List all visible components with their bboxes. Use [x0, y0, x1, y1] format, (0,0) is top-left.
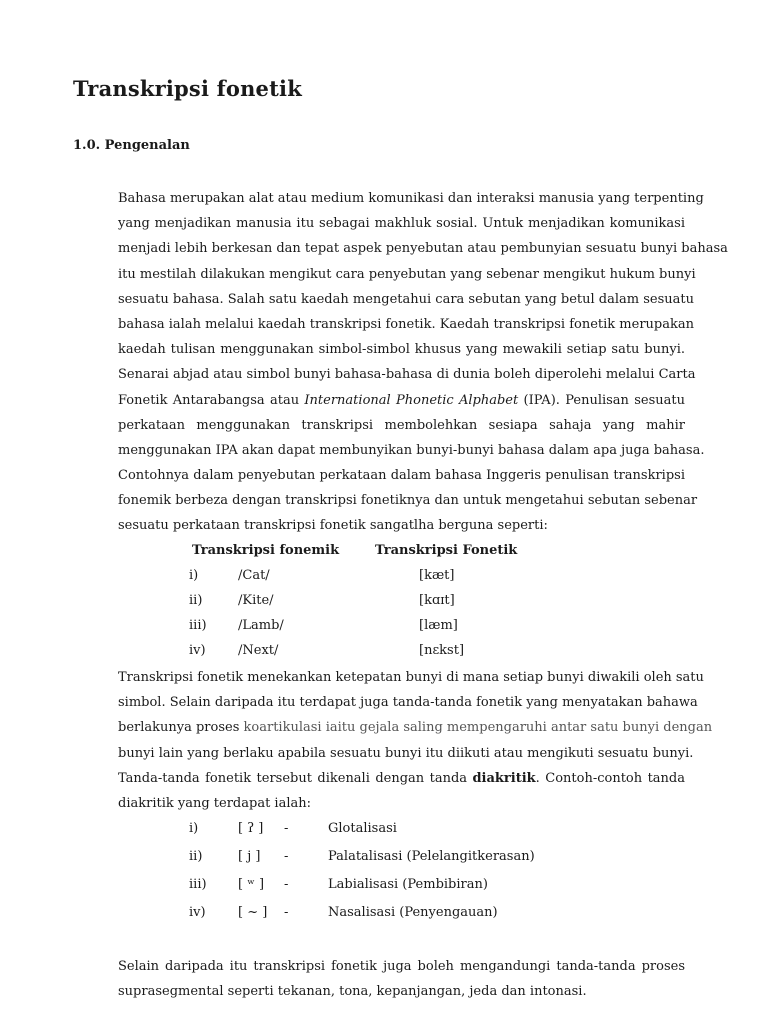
table-cell-fonemik: /Next/: [238, 643, 279, 658]
paragraph-line: sesuatu bahasa. Salah satu kaedah mengetahui cara sebutan yang betul dalam sesuatu: [118, 291, 694, 307]
paragraph-line: itu mestilah dilakukan mengikut cara penyebutan yang sebenar mengikut hukum bunyi: [118, 266, 696, 282]
section-heading: 1.0. Pengenalan: [73, 138, 190, 153]
paragraph-line: sesuatu perkataan transkripsi fonetik sangatlha berguna seperti:: [118, 518, 548, 534]
paragraph-line: [118, 388, 685, 413]
table-row-number: i): [189, 568, 199, 583]
text-segment: . Contoh-contoh tanda: [535, 770, 685, 786]
paragraph-line: simbol. Selain daripada itu terdapat juga tanda-tanda fonetik yang menyatakan bahawa: [118, 695, 698, 711]
list-dash: -: [284, 877, 289, 892]
diacritic-symbol: [ ʷ ]: [238, 877, 265, 892]
text-segment: Fonetik Antarabangsa atau: [118, 392, 305, 408]
table-header-fonetik: Transkripsi Fonetik: [375, 543, 518, 558]
table-cell-fonetik: [kæt]: [419, 568, 455, 583]
table-cell-fonetik: [kɑɪt]: [419, 593, 455, 608]
diacritic-paragraph: [118, 665, 713, 816]
list-dash: -: [284, 849, 289, 864]
table-cell-fonemik: /Kite/: [238, 593, 274, 608]
diacritic-symbol: [ j ]: [238, 849, 261, 864]
table-row-number: iii): [189, 618, 207, 633]
table-header-fonemik: Transkripsi fonemik: [192, 543, 340, 558]
table-cell-fonetik: [læm]: [419, 618, 458, 633]
table-cell-fonetik: [nɛkst]: [419, 643, 465, 658]
koartikulasi-text: koartikulasi iaitu gejala saling mempengaruhi antar satu bunyi dengan: [243, 720, 713, 736]
text-segment: berlakunya proses: [118, 720, 244, 736]
paragraph-line: Contohnya dalam penyebutan perkataan dalam bahasa Inggeris penulisan transkripsi: [118, 468, 685, 484]
table-row-number: iv): [189, 643, 206, 658]
intro-paragraph: [118, 186, 728, 539]
table-row-number: ii): [189, 593, 203, 608]
list-dash: -: [284, 905, 289, 920]
paragraph-line: perkataan menggunakan transkripsi membolehkan sesiapa sahaja yang mahir: [118, 417, 685, 433]
paragraph-line: fonemik berbeza dengan transkripsi fonetiknya dan untuk mengetahui sebutan sebenar: [118, 493, 698, 509]
paragraph-line: Senarai abjad atau simbol bunyi bahasa-bahasa di dunia boleh diperolehi melalui Carta: [118, 367, 696, 383]
paragraph-line: yang menjadikan manusia itu sebagai makhluk sosial. Untuk menjadikan komunikasi: [118, 216, 685, 232]
paragraph-line: bahasa ialah melalui kaedah transkripsi fonetik. Kaedah transkripsi fonetik merupakan: [118, 316, 694, 332]
list-item-number: iii): [189, 877, 207, 892]
diacritic-name: Palatalisasi (Pelelangitkerasan): [328, 849, 535, 864]
text-segment: Tanda-tanda fonetik tersebut dikenali dengan tanda: [118, 770, 473, 786]
list-item-number: iv): [189, 905, 206, 920]
diacritic-name: Glotalisasi: [328, 821, 397, 836]
paragraph-line: [118, 766, 685, 791]
list-dash: -: [284, 821, 289, 836]
paragraph-line: menjadi lebih berkesan dan tepat aspek penyebutan atau pembunyian sesuatu bunyi bahasa: [118, 241, 728, 257]
diacritic-name: Labialisasi (Pembibiran): [328, 877, 488, 892]
paragraph-line: menggunakan IPA akan dapat membunyikan bunyi-bunyi bahasa dalam apa juga bahasa.: [118, 442, 705, 458]
diakritik-term: diakritik: [472, 770, 536, 786]
paragraph-line: suprasegmental seperti tekanan, tona, kepanjangan, jeda dan intonasi.: [118, 984, 587, 1000]
diacritic-symbol: [ ~ ]: [238, 905, 268, 920]
ipa-term: International Phonetic Alphabet: [304, 392, 519, 408]
paragraph-line: Bahasa merupakan alat atau medium komunikasi dan interaksi manusia yang terpenting: [118, 191, 704, 206]
text-segment: (IPA). Penulisan sesuatu: [518, 392, 685, 408]
suprasegmental-paragraph: [118, 954, 685, 1004]
diacritic-name: Nasalisasi (Penyengauan): [328, 905, 498, 920]
paragraph-line: Transkripsi fonetik menekankan ketepatan bunyi di mana setiap bunyi diwakili oleh satu: [118, 670, 704, 685]
paragraph-line: [118, 715, 713, 740]
table-cell-fonemik: /Cat/: [238, 568, 270, 583]
list-item-number: ii): [189, 849, 203, 864]
paragraph-line: bunyi lain yang berlaku apabila sesuatu bunyi itu diikuti atau mengikuti sesuatu bunyi.: [118, 745, 694, 761]
paragraph-line: Selain daripada itu transkripsi fonetik juga boleh mengandungi tanda-tanda proses: [118, 959, 685, 974]
paragraph-line: diakritik yang terdapat ialah:: [118, 795, 311, 811]
diacritic-symbol: [ ʔ ]: [238, 821, 264, 836]
table-cell-fonemik: /Lamb/: [238, 618, 284, 633]
list-item-number: i): [189, 821, 199, 836]
page-title: Transkripsi fonetik: [73, 76, 302, 101]
paragraph-line: kaedah tulisan menggunakan simbol-simbol khusus yang mewakili setiap satu bunyi.: [118, 342, 685, 358]
